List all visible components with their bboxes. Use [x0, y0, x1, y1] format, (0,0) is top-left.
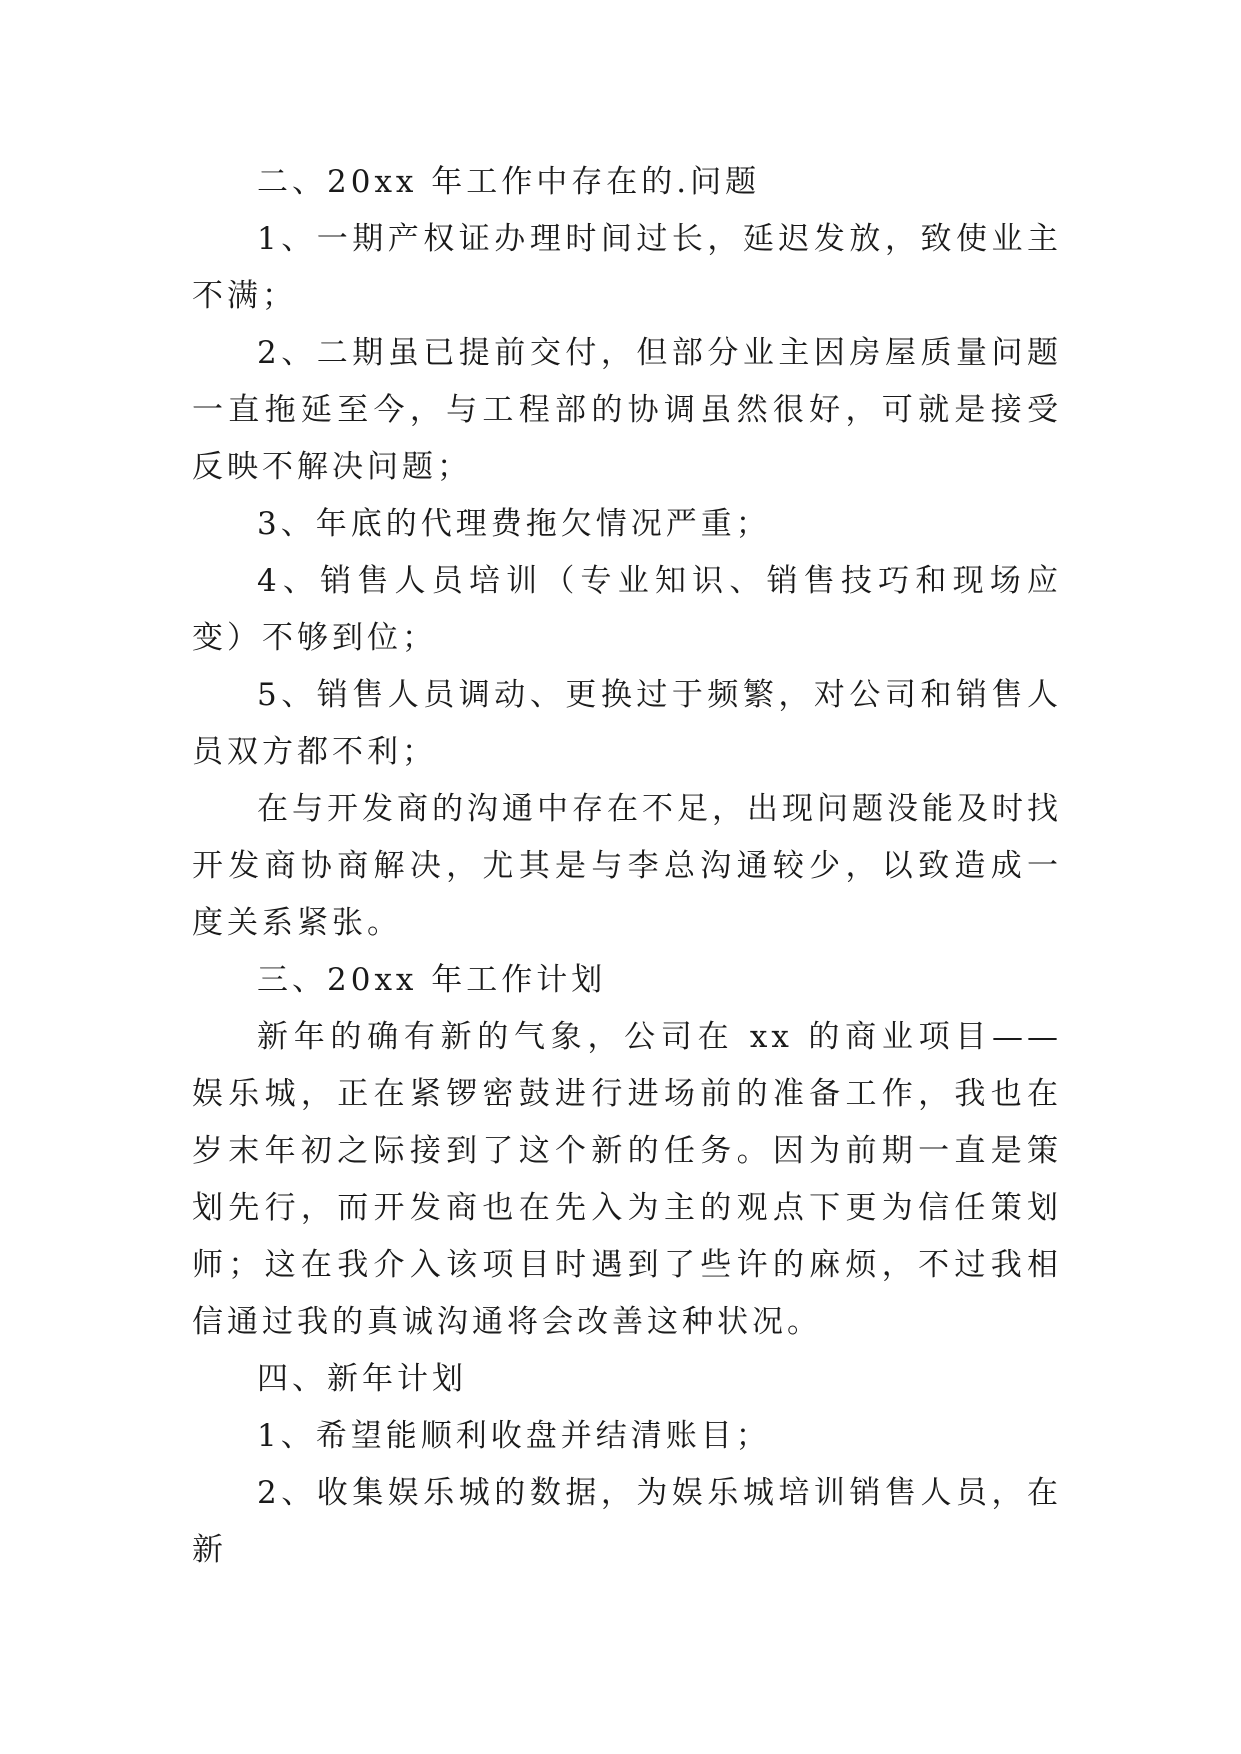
paragraph-plan-1: 1、希望能顺利收盘并结清账目；	[257, 1418, 771, 1454]
paragraph-problem-2: 2、二期虽已提前交付，但部分业主因房屋质量问题一直拖延至今，与工程部的协调虽然很好，可就是接受反映不解决问题；	[192, 335, 1062, 485]
section-heading-work-plan: 三、20xx 年工作计划	[257, 962, 607, 998]
paragraph-problem-1: 1、一期产权证办理时间过长，延迟发放，致使业主不满；	[192, 221, 1062, 314]
paragraph-communication: 在与开发商的沟通中存在不足，出现问题没能及时找开发商协商解决，尤其是与李总沟通较少，以致造成一度关系紧张。	[192, 791, 1062, 941]
section-heading-new-year-plan: 四、新年计划	[257, 1361, 467, 1397]
paragraph-problem-5: 5、销售人员调动、更换过于频繁，对公司和销售人员双方都不利；	[192, 677, 1062, 770]
paragraph-problem-4: 4、销售人员培训（专业知识、销售技巧和现场应变）不够到位；	[192, 563, 1062, 656]
paragraph-plan-2: 2、收集娱乐城的数据，为娱乐城培训销售人员，在新	[192, 1475, 1062, 1568]
paragraph-new-project: 新年的确有新的气象，公司在 xx 的商业项目——娱乐城，正在紧锣密鼓进行进场前的准备工作，我也在岁末年初之际接到了这个新的任务。因为前期一直是策划先行，而开发商也在先入为主的观点下更为信任策划师；这在我介入该项目时遇到了些许的麻烦，不过我相信通过我的真诚沟通将会改善这种状况。	[192, 1019, 1063, 1340]
section-heading-problems: 二、20xx 年工作中存在的.问题	[257, 164, 761, 200]
paragraph-problem-3: 3、年底的代理费拖欠情况严重；	[257, 506, 771, 542]
document-body	[192, 154, 1062, 1579]
